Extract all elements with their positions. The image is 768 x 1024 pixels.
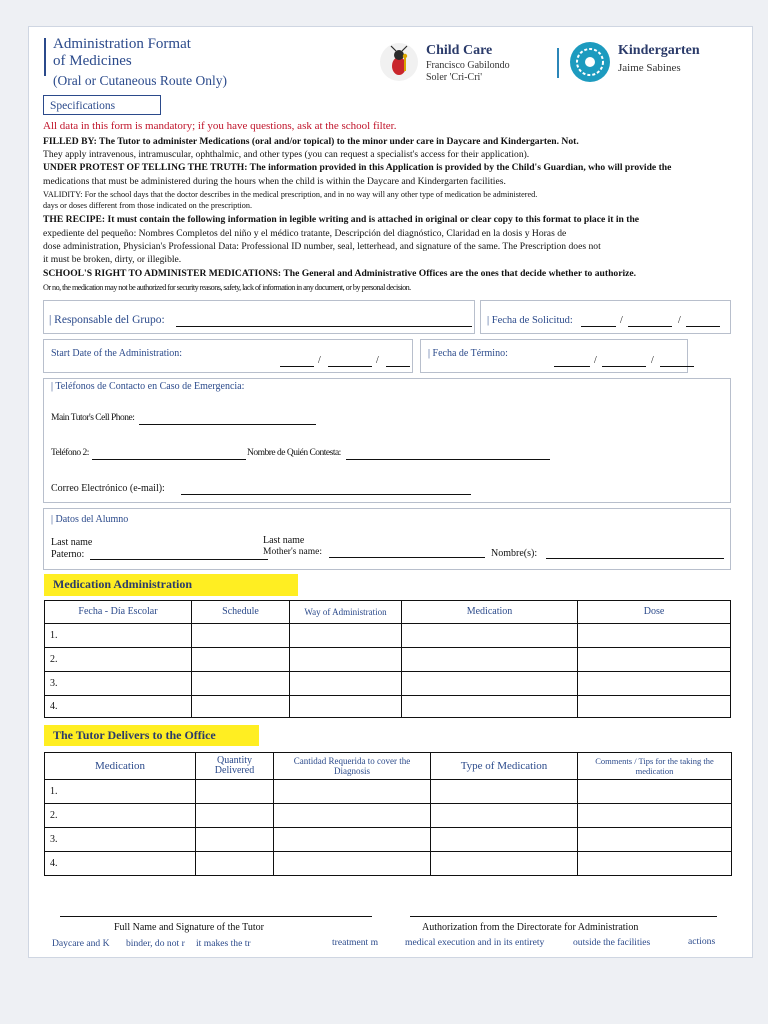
row-number: 4. xyxy=(45,696,192,718)
main-phone-input[interactable] xyxy=(139,424,316,425)
cell[interactable] xyxy=(196,828,274,852)
footer-text-6: outside the facilities xyxy=(573,937,651,948)
kindergarten-line1: Jaime Sabines xyxy=(618,62,681,74)
tutor-delivers-title: The Tutor Delivers to the Office xyxy=(44,725,259,746)
cell[interactable] xyxy=(431,804,578,828)
cell[interactable] xyxy=(402,624,578,648)
footer-text-2: binder, do not r xyxy=(126,938,185,949)
student-header: | Datos del Alumno xyxy=(51,514,129,525)
cell[interactable] xyxy=(578,780,732,804)
slash: / xyxy=(376,355,379,366)
cell[interactable] xyxy=(196,780,274,804)
row-number: 1. xyxy=(45,780,196,804)
materno-label-2: Mother's name: xyxy=(263,547,322,557)
footer-text-5: medical execution and in its entirety xyxy=(405,937,545,948)
slash: / xyxy=(651,355,654,366)
materno-label-1: Last name xyxy=(263,535,305,546)
instruction-recipe xyxy=(43,213,639,226)
phone2-input[interactable] xyxy=(92,459,246,460)
form-title-line2: of Medicines xyxy=(53,53,132,69)
instruction-filled-by-rest: They apply intravenous, intramuscular, ophthalmic, and other types (you can request a specialist's access for their application). xyxy=(43,149,530,160)
row-number: 2. xyxy=(45,804,196,828)
solicitud-day-input[interactable] xyxy=(581,326,616,327)
table-row xyxy=(45,624,731,648)
slash: / xyxy=(318,355,321,366)
cell[interactable] xyxy=(192,672,290,696)
instruction-protest-rest: medications that must be administered during the hours when the child is within the Daycare and Kindergarten facilities. xyxy=(43,176,506,187)
medication-admin-table xyxy=(44,600,731,718)
paterno-input[interactable] xyxy=(90,559,268,560)
cell[interactable] xyxy=(578,648,731,672)
email-label: Correo Electrónico (e-mail): xyxy=(51,483,165,494)
cell[interactable] xyxy=(578,828,732,852)
paterno-label-2: Paterno: xyxy=(51,549,85,560)
cell[interactable] xyxy=(196,804,274,828)
filled-by-text: FILLED BY: The Tutor to administer Medications (oral and/or topical) to the minor under care in Daycare and Kindergarten. Not. xyxy=(43,136,579,147)
cell[interactable] xyxy=(402,648,578,672)
childcare-name: Child Care xyxy=(426,43,493,58)
cell[interactable] xyxy=(192,648,290,672)
cell[interactable] xyxy=(290,648,402,672)
cell[interactable] xyxy=(274,804,431,828)
col-medication: Medication xyxy=(402,601,578,624)
tutor-signature-line[interactable] xyxy=(60,916,372,917)
instruction-recipe-4: it must be broken, dirty, or illegible. xyxy=(43,254,182,265)
cell[interactable] xyxy=(578,804,732,828)
authorization-signature-line[interactable] xyxy=(410,916,717,917)
cell[interactable] xyxy=(290,624,402,648)
instruction-validity-2: days or doses different from those indicated on the prescription. xyxy=(43,201,253,210)
medication-admin-title: Medication Administration xyxy=(44,574,298,596)
specifications-label: Specifications xyxy=(43,95,161,115)
termino-month-input[interactable] xyxy=(602,366,646,367)
form-title xyxy=(53,36,191,70)
contact-name-label: Nombre de Quién Contesta: xyxy=(247,448,341,458)
authorization-label: Authorization from the Directorate for Administration xyxy=(422,922,639,933)
student-box xyxy=(43,508,731,570)
cell[interactable] xyxy=(192,696,290,718)
nombres-label: Nombre(s): xyxy=(491,548,538,559)
col-comments: Comments / Tips for the taking the medication xyxy=(578,753,732,780)
recipe-text: THE RECIPE: It must contain the following information in legible writing and is attached in original or clear copy to this format to place it in the xyxy=(43,214,640,225)
paterno-label-1: Last name xyxy=(51,537,93,548)
row-number: 3. xyxy=(45,828,196,852)
table-row xyxy=(45,648,731,672)
fecha-termino-label: | Fecha de Término: xyxy=(428,348,508,359)
cell[interactable] xyxy=(578,852,732,876)
start-date-label: Start Date of the Administration: xyxy=(51,348,183,359)
tutor-signature-label: Full Name and Signature of the Tutor xyxy=(114,922,264,933)
col-schedule: Schedule xyxy=(192,601,290,624)
cell[interactable] xyxy=(290,672,402,696)
termino-day-input[interactable] xyxy=(554,366,590,367)
protest-text: UNDER PROTEST OF TELLING THE TRUTH: The information provided in this Application is provided by the Child's Guardian, who will provide the xyxy=(43,162,672,173)
row-number: 1. xyxy=(45,624,192,648)
responsable-label: | Responsable del Grupo: xyxy=(49,314,165,326)
childcare-line2: Soler 'Cri-Cri' xyxy=(426,72,483,83)
start-month-input[interactable] xyxy=(328,366,372,367)
table-row xyxy=(45,672,731,696)
footer-text-4: treatment m xyxy=(332,937,379,948)
col-dose: Dose xyxy=(578,601,731,624)
col-fecha: Fecha - Día Escolar xyxy=(45,601,192,624)
email-input[interactable] xyxy=(181,494,471,495)
slash: / xyxy=(678,315,681,326)
mandatory-note: All data in this form is mandatory; if you have questions, ask at the school filter. xyxy=(43,120,397,132)
table-header-row xyxy=(45,601,731,624)
table-row xyxy=(45,804,732,828)
kindergarten-logo-icon xyxy=(570,42,610,82)
responsable-input[interactable] xyxy=(176,326,472,327)
cell[interactable] xyxy=(431,780,578,804)
start-year-input[interactable] xyxy=(386,366,410,367)
kindergarten-name: Kindergarten xyxy=(618,43,700,58)
cell[interactable] xyxy=(578,696,731,718)
cell[interactable] xyxy=(274,828,431,852)
main-phone-label: Main Tutor's Cell Phone: xyxy=(51,413,135,423)
solicitud-year-input[interactable] xyxy=(686,326,720,327)
footer-text-7: actions xyxy=(688,936,716,947)
table-row xyxy=(45,852,732,876)
row-number: 3. xyxy=(45,672,192,696)
cell[interactable] xyxy=(274,852,431,876)
instruction-filled-by xyxy=(43,135,579,148)
form-title-line1: Administration Format xyxy=(53,36,191,52)
table-row xyxy=(45,780,732,804)
row-number: 4. xyxy=(45,852,196,876)
instruction-right xyxy=(43,267,636,280)
instruction-right-rest: Or no, the medication may not be authorized for security reasons, safety, lack of information in any document, or by personal decision. xyxy=(43,283,411,292)
col-way: Way of Administration xyxy=(290,601,402,624)
contact-name-input[interactable] xyxy=(346,459,550,460)
solicitud-month-input[interactable] xyxy=(628,326,672,327)
start-day-input[interactable] xyxy=(280,366,314,367)
cell[interactable] xyxy=(192,624,290,648)
col-cantidad: Cantidad Requerida to cover the Diagnosis xyxy=(274,753,431,780)
tutor-delivers-table xyxy=(44,752,732,876)
right-text: SCHOOL'S RIGHT TO ADMINISTER MEDICATIONS: The General and Administrative Offices are the ones that decide whether to authorize. xyxy=(43,268,637,279)
nombres-input[interactable] xyxy=(546,558,724,559)
slash: / xyxy=(620,315,623,326)
form-subtitle: (Oral or Cutaneous Route Only) xyxy=(53,73,227,88)
cell[interactable] xyxy=(431,852,578,876)
col-quantity: Quantity Delivered xyxy=(196,753,274,780)
instruction-protest xyxy=(43,161,671,174)
header-divider xyxy=(557,48,559,78)
childcare-line1: Francisco Gabilondo xyxy=(426,60,510,71)
cell[interactable] xyxy=(431,828,578,852)
row-number: 2. xyxy=(45,648,192,672)
phone2-label: Teléfono 2: xyxy=(51,448,89,458)
cricket-logo-icon xyxy=(380,43,418,81)
instruction-recipe-2: expediente del pequeño: Nombres Completos del niño y el médico tratante, Descripción del diagnóstico, Claridad en la dosis y Horas de xyxy=(43,228,567,239)
contact-header: | Teléfonos de Contacto en Caso de Emergencia: xyxy=(51,381,245,392)
footer-text-3: it makes the tr xyxy=(196,938,251,949)
cell[interactable] xyxy=(578,624,731,648)
table-row xyxy=(45,696,731,718)
col-type: Type of Medication xyxy=(431,753,578,780)
cell[interactable] xyxy=(578,672,731,696)
instruction-recipe-3: dose administration, Physician's Professional Data: Professional ID number, seal, letterhead, and signature of the same. The Prescription does not xyxy=(43,241,601,252)
cell[interactable] xyxy=(402,696,578,718)
title-accent-bar xyxy=(44,38,46,76)
col-medication: Medication xyxy=(45,753,196,780)
footer-text-1: Daycare and K xyxy=(52,938,110,949)
termino-year-input[interactable] xyxy=(660,366,694,367)
cell[interactable] xyxy=(196,852,274,876)
instruction-validity-1: VALIDITY: For the school days that the doctor describes in the medical prescription, and in no way will any other type of medication be administered. xyxy=(43,190,538,199)
cell[interactable] xyxy=(290,696,402,718)
fecha-solicitud-label: | Fecha de Solicitud: xyxy=(487,315,573,326)
cell[interactable] xyxy=(274,780,431,804)
table-header-row xyxy=(45,753,732,780)
cell[interactable] xyxy=(402,672,578,696)
table-row xyxy=(45,828,732,852)
slash: / xyxy=(594,355,597,366)
materno-input[interactable] xyxy=(329,557,485,558)
